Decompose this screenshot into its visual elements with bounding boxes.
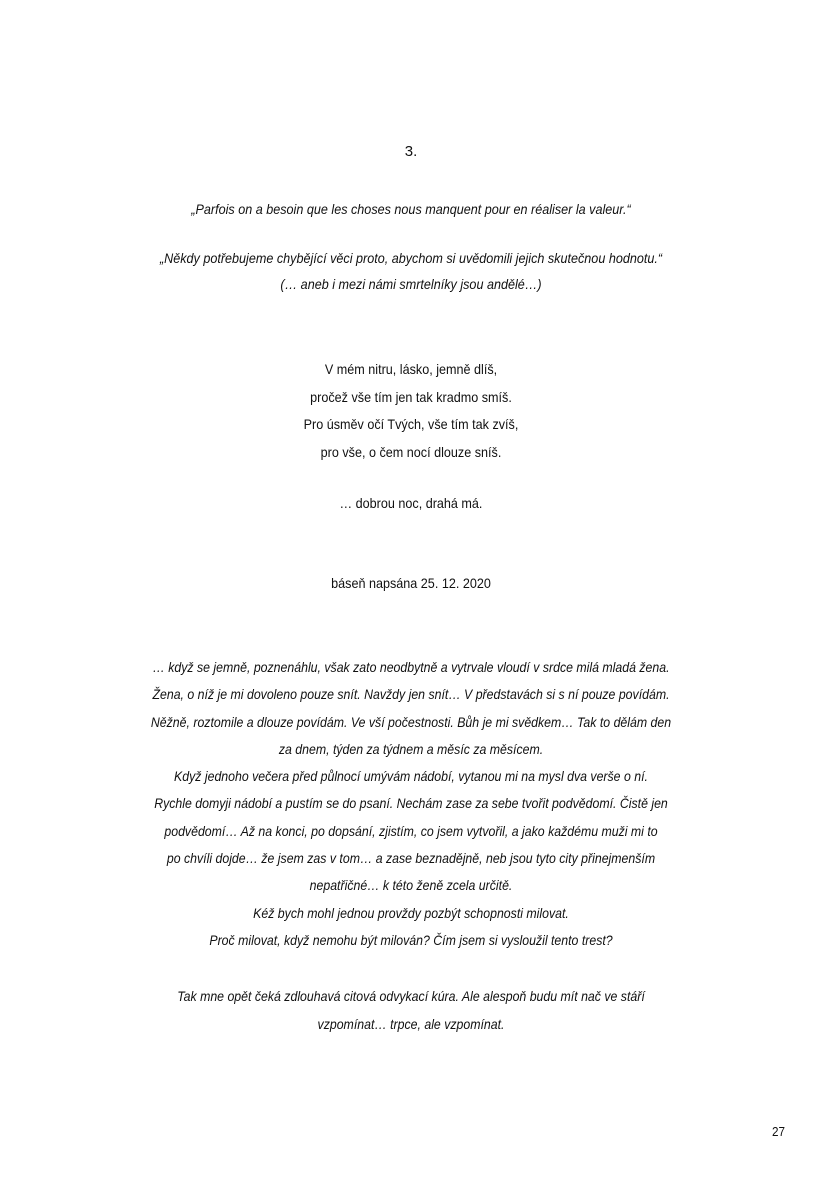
prose-line: Žena, o níž je mi dovoleno pouze snít. Navždy jen snít… V představách si s ní pouze povídám. [152,686,670,703]
poem [41,356,781,466]
czech-epigraph [41,245,781,297]
poem-line: pro vše, o čem nocí dlouze sníš. [320,443,502,460]
prose-line: Proč milovat, když nemohu být milován? Čím jsem si vysloužil tento trest? [209,931,613,948]
poem-closing-line: … dobrou noc, drahá má. [339,495,483,511]
prose-line: Rychle domyji nádobí a pustím se do psaní. Nechám zase za sebe tvořit podvědomí. Čistě jen [154,795,668,812]
prose-paragraph [49,654,772,954]
prose-line: po chvíli dojde… že jsem zas v tom… a zase beznadějně, neb jsou tyto city přinejmenším [166,850,656,867]
czech-epigraph-line: „Někdy potřebujeme chybějící věci proto, abychom si uvědomili jejich skutečnou hodnotu.“ [159,250,663,266]
prose-line: za dnem, týden za týdnem a měsíc za měsícem. [278,740,544,757]
poem-line: Pro úsměv očí Tvých, vše tím tak zvíš, [303,416,519,432]
prose-line: … když se jemně, poznenáhlu, však zato neodbytně a vytrvale vloudí v srdce milá mladá žena. [152,659,670,675]
prose-line: Kéž bych mohl jednou provždy pozbýt schopnosti milovat. [253,904,569,921]
closing-paragraph [49,983,772,1038]
chapter-number: 3. [404,143,418,160]
closing-line: Tak mne opět čeká zdlouhavá citová odvykací kúra. Ale alespoň budu mít nač ve stáří [177,988,645,1004]
poem-line: pročež vše tím jen tak kradmo smíš. [310,388,512,405]
prose-line: nepatřičné… k této ženě zcela určitě. [309,877,513,894]
czech-epigraph-subtitle: (… aneb i mezi námi smrtelníky jsou andělé…) [280,276,542,292]
closing-line: vzpomínat… trpce, ale vzpomínat. [317,1015,505,1032]
page-number: 27 [771,1124,785,1139]
poem-line: V mém nitru, lásko, jemně dlíš, [324,361,498,377]
prose-line: Když jednoho večera před půlnocí umývám nádobí, vytanou mi na mysl dva verše o ní. [174,768,648,785]
prose-line: podvědomí… Až na konci, po dopsání, zjistím, co jsem vytvořil, a jako každému muži mi to [164,822,658,839]
prose-line: Něžně, roztomile a dlouze povídám. Ve vší počestnosti. Bůh je mi svědkem… Tak to dělám den [150,713,672,730]
french-epigraph: „Parfois on a besoin que les choses nous manquent pour en réaliser la valeur.“ [191,201,631,217]
poem-date: báseň napsána 25. 12. 2020 [331,575,491,591]
